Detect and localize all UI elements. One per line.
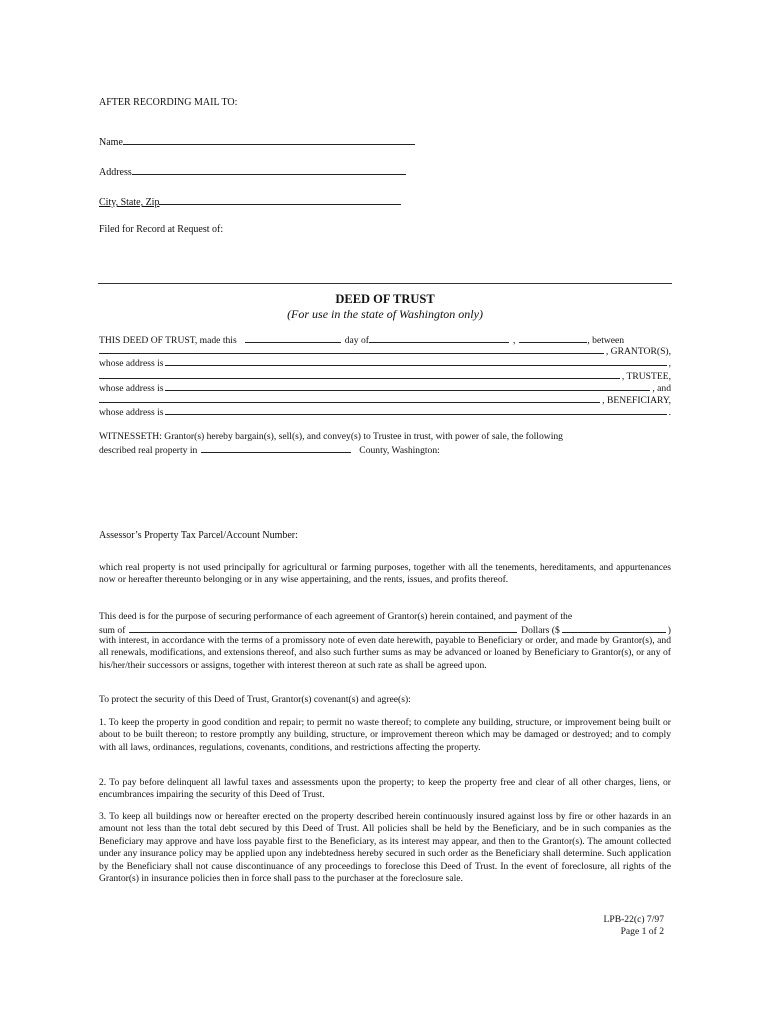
- parties-row-grantor-address: whose address is ,: [99, 358, 671, 370]
- name-blank[interactable]: [123, 135, 415, 145]
- mail-to-heading: AFTER RECORDING MAIL TO:: [99, 97, 238, 108]
- covenant-2-paragraph: 2. To pay before delinquent all lawful taxes and assessments upon the property; to keep the property free and clear of all other charges, liens, or encumbrances impairing the security of this Deed of Trust.: [99, 777, 671, 801]
- trustee-address-blank[interactable]: [165, 382, 650, 391]
- witnesseth-line-2: [99, 443, 671, 455]
- grantor-address-label: whose address is: [99, 358, 164, 370]
- beneficiary-blank[interactable]: [99, 394, 600, 403]
- parcel-number-label: Assessor’s Property Tax Parcel/Account Number:: [99, 530, 298, 541]
- name-label: Name: [99, 137, 123, 148]
- filed-for-record-label: Filed for Record at Request of:: [99, 224, 224, 235]
- grantor-address-blank[interactable]: [165, 357, 666, 366]
- trustee-address-label: whose address is: [99, 382, 164, 394]
- made-day-blank[interactable]: [245, 333, 341, 343]
- parties-row-beneficiary: [99, 394, 671, 406]
- sum-of-label: sum of: [99, 625, 126, 637]
- parties-row-trustee-address: [99, 382, 671, 394]
- beneficiary-address-label: whose address is: [99, 407, 164, 419]
- parties-row-made: THIS DEED OF TRUST, made this day of , , between: [99, 335, 625, 346]
- name-field-row: [99, 135, 415, 148]
- and-label: , and: [652, 382, 671, 394]
- month-blank[interactable]: [369, 333, 509, 343]
- county-washington-label: County, Washington:: [359, 445, 440, 457]
- address-field-row: [99, 165, 406, 178]
- beneficiary-label: , BENEFICIARY,: [602, 394, 671, 406]
- parties-row-grantor: [99, 345, 671, 357]
- purpose-line-1: This deed is for the purpose of securing performance of each agreement of Grantor(s) herein contained, and payment of the: [99, 611, 573, 622]
- document-title: DEED OF TRUST: [335, 292, 435, 306]
- year-blank[interactable]: [519, 333, 587, 343]
- day-of-label: day of: [344, 335, 369, 346]
- beneficiary-address-blank[interactable]: [165, 406, 666, 415]
- protect-paragraph: To protect the security of this Deed of Trust, Grantor(s) covenant(s) and agree(s):: [99, 694, 411, 705]
- covenant-1-paragraph: 1. To keep the property in good condition and repair; to permit no waste thereof; to complete any building, structure, or improvement being built or about to be built thereon; to restore promptly any building, structure, or improvement thereon which may be damaged or destroyed; and to comply with all laws, ordinances, regulations, covenants, conditions, and restrictions affecting the property.: [99, 717, 671, 753]
- address-blank[interactable]: [132, 165, 406, 175]
- address-label: Address: [99, 167, 132, 178]
- trustee-label: , TRUSTEE,: [621, 370, 671, 382]
- grantor-blank[interactable]: [99, 345, 604, 354]
- sum-words-blank[interactable]: [129, 624, 517, 633]
- city-field-row: [99, 195, 401, 208]
- page-number: Page 1 of 2: [620, 926, 664, 937]
- county-blank[interactable]: [201, 443, 351, 453]
- city-blank[interactable]: [159, 195, 401, 205]
- form-id: LPB-22(c) 7/97: [603, 914, 664, 925]
- witnesseth-block: [99, 431, 671, 455]
- city-label: City, State, Zip: [99, 197, 160, 208]
- purpose-paragraph: with interest, in accordance with the terms of a promissory note of even date herewith, payable to Beneficiary or order, and made by Grantor(s), and all renewals, modifications, and extensions thereof, and also such further sums as may be advanced or loaned by Beneficiary to Grantor(s), or any of his/her/their successors or assigns, together with interest thereon at such rate as shall be agreed upon.: [99, 635, 671, 671]
- witnesseth-property-label: described real property in: [99, 445, 198, 457]
- document-subtitle: (For use in the state of Washington only): [287, 307, 483, 321]
- sum-amount-blank[interactable]: [562, 623, 666, 633]
- between-label: , between: [587, 335, 625, 346]
- dollars-label: Dollars ($: [521, 625, 560, 637]
- grantor-label: , GRANTOR(S),: [605, 346, 671, 358]
- purpose-block: [99, 611, 671, 635]
- witnesseth-line-1: WITNESSETH: Grantor(s) hereby bargain(s), sell(s), and convey(s) to Trustee in trust, with power of sale, the following: [99, 431, 563, 442]
- covenant-3-paragraph: 3. To keep all buildings now or hereafter erected on the property described herein continuously insured against loss by fire or other hazards in an amount not less than the total debt secured by this Deed of Trust. All policies shall be held by the Beneficiary, and be in such companies as the Beneficiary may approve and have loss payable first to the Beneficiary, as its interest may appear, and then to the Grantor(s). The amount collected under any insurance policy may be applied upon any indebtedness hereby secured in such order as the Beneficiary shall determine. Such application by the Beneficiary shall not cause discontinuance of any proceedings to foreclose this Deed of Trust. In the event of foreclosure, all rights of the Grantor(s) in insurance policies then in force shall pass to the purchaser at the foreclosure sale.: [99, 811, 671, 885]
- purpose-sum-line: sum of Dollars ($ ): [99, 625, 671, 637]
- parties-row-trustee: [99, 370, 671, 382]
- divider: [98, 283, 672, 284]
- parties-block: [99, 333, 671, 418]
- property-use-paragraph: which real property is not used principally for agricultural or farming purposes, together with all the tenements, hereditaments, and appurtenances now or hereafter thereunto belonging or in any wise appertaining, and the rents, issues, and profits thereof.: [99, 562, 671, 586]
- trustee-blank[interactable]: [99, 370, 620, 379]
- made-this-label: THIS DEED OF TRUST, made this: [99, 335, 237, 346]
- parties-row-beneficiary-address: whose address is .: [99, 407, 671, 419]
